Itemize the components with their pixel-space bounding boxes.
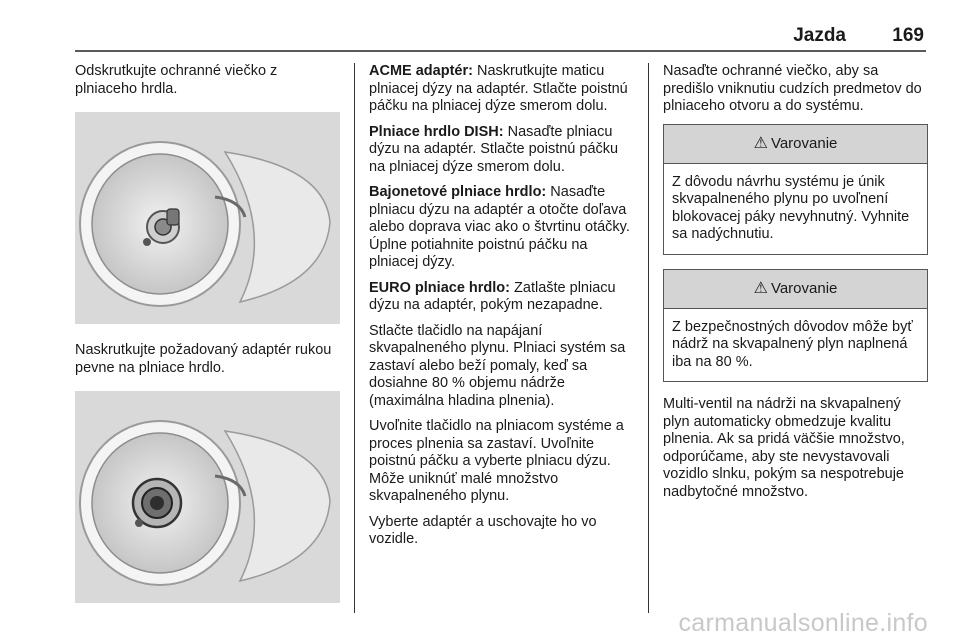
warning-triangle-icon: ⚠ bbox=[753, 279, 768, 297]
paragraph: Vyberte adaptér a uschovajte ho vo vozidle. bbox=[369, 513, 597, 547]
column-2 bbox=[369, 63, 634, 557]
euro-label: EURO plniace hrdlo: bbox=[369, 279, 510, 296]
page-number: 169 bbox=[892, 25, 924, 46]
page-header bbox=[75, 0, 926, 52]
column-1 bbox=[75, 63, 340, 621]
acme-text: Naskrutkujte maticu plniacej dýzy na adaptér. Stlačte poistnú páčku na plniacej dýze smerom dolu. bbox=[369, 63, 628, 114]
warning-box bbox=[663, 124, 928, 255]
adapter-illustration bbox=[75, 391, 340, 603]
bayonet-paragraph bbox=[369, 184, 634, 272]
acme-label: ACME adaptér: bbox=[369, 63, 473, 79]
euro-paragraph bbox=[369, 280, 634, 315]
warning-header bbox=[664, 270, 927, 309]
section-title: Jazda bbox=[793, 25, 846, 46]
paragraph: Uvoľnite tlačidlo na plniacom systéme a proces plnenia sa zastaví. Uvoľnite poistnú páčku a vyberte plniacu dýzu. Môže uniknúť malé množstvo skvapalneného plynu. bbox=[369, 418, 624, 504]
euro-text: Zatlašte plniacu dýzu na adaptér, pokým nezapadne. bbox=[369, 279, 616, 313]
dish-text: Nasaďte plniacu dýzu na adaptér. Stlačte poistnú páčku na plniacej dýze smerom dolu. bbox=[369, 123, 619, 175]
warning-triangle-icon: ⚠ bbox=[753, 134, 768, 152]
column-divider bbox=[648, 63, 649, 613]
column-3 bbox=[663, 63, 928, 509]
bayonet-label: Bajonetové plniace hrdlo: bbox=[369, 184, 547, 200]
paragraph: Naskrutkujte požadovaný adaptér rukou pevne na plniace hrdlo. bbox=[75, 342, 332, 376]
dish-label: Plniace hrdlo DISH: bbox=[369, 123, 504, 140]
column-divider bbox=[354, 63, 355, 613]
bayonet-text: Nasaďte plniacu dýzu na adaptér a otočte doľava alebo doprava viac ako o štvrtinu otáčky. Úplne potiahnite poistnú páčku na plniacej dýzy. bbox=[369, 184, 630, 270]
paragraph: Odskrutkujte ochranné viečko z plniaceho hrdla. bbox=[75, 63, 278, 97]
fuel-filler-illustration bbox=[75, 112, 340, 324]
warning-body: Z dôvodu návrhu systému je únik skvapalneného plynu po uvoľnení blokovacej páky nevyhnutný. Vyhnite sa nadýchnutiu. bbox=[672, 173, 910, 242]
watermark: carmanualsonline.info bbox=[678, 609, 928, 637]
paragraph: Nasaďte ochranné viečko, aby sa predišlo vniknutiu cudzích predmetov do plniaceho otvoru a do systému. bbox=[663, 63, 922, 114]
warning-title: Varovanie bbox=[770, 279, 838, 297]
paragraph: Stlačte tlačidlo na napájaní skvapalneného plynu. Plniaci systém sa zastaví alebo beží pomaly, keď sa dosiahne 80 % objemu nádrže (maximálna hladina plnenia). bbox=[369, 322, 626, 409]
warning-title: Varovanie bbox=[770, 134, 838, 152]
acme-paragraph bbox=[369, 63, 634, 116]
paragraph: Multi-ventil na nádrži na skvapalnený plyn automaticky obmedzuje kvalitu plnenia. Ak sa pridá väčšie množstvo, odporúčame, aby ste nevystavovali vozidlo slnku, pokým sa nespotrebuje nadbytočné množstvo. bbox=[663, 396, 905, 500]
warning-box bbox=[663, 269, 928, 383]
warning-body: Z bezpečnostných dôvodov môže byť nádrž na skvapalnený plyn naplnená iba na 80 %. bbox=[672, 318, 913, 370]
dish-paragraph bbox=[369, 124, 634, 177]
warning-header bbox=[664, 125, 927, 164]
